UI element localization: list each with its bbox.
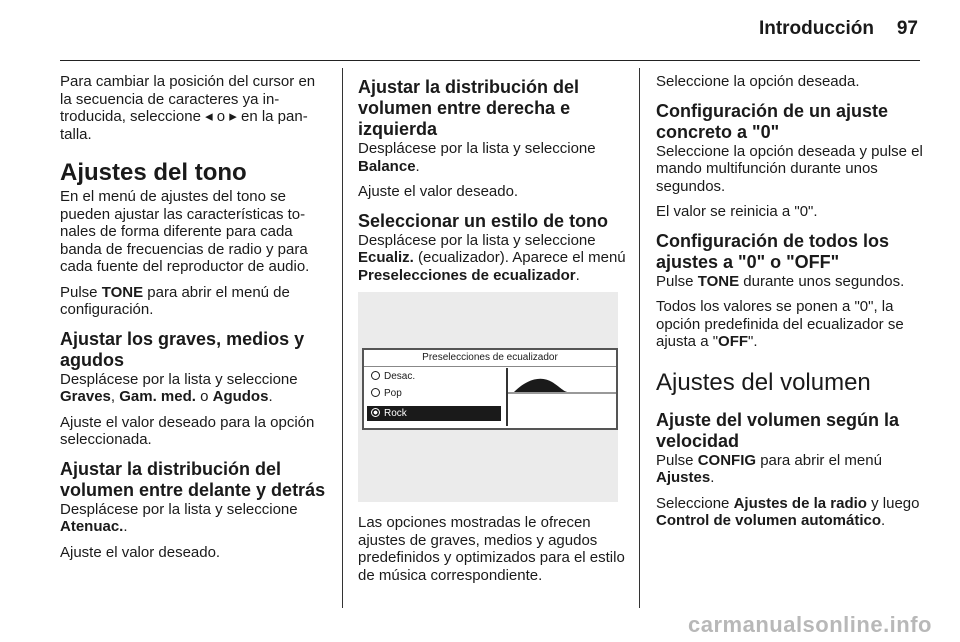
text: Desplácese por la lista y seleccione (60, 500, 298, 518)
menu-ajustes-radio: Ajustes de la radio (733, 494, 867, 512)
heading-graves: Ajustar los graves, medios y agudos (60, 328, 305, 370)
paragraph-tono: En el menú de ajustes del tono se pueden ajustar las características tonales de forma diferente para cada banda de frecuencias de radio y para cada fuente del reproductor de audio. (60, 188, 310, 275)
paragraph-concreto: Seleccione la opción deseada y pulse el mando multifunción durante unos segundos. (656, 142, 923, 195)
section-title: Introducción (758, 18, 874, 39)
heading-todos-ajustes: Configuración de todos los ajustes a "0" o "OFF" (656, 230, 889, 272)
paragraph-ajuste-op: Ajuste el valor deseado para la opción seleccionada. (60, 413, 315, 448)
paragraph-atenuac (60, 501, 328, 536)
paragraph-opciones: Las opciones mostradas le ofrecen ajustes de graves, medios y agudos predefinidos y optimizados para el estilo de música correspondiente. (358, 514, 625, 584)
key-tone: TONE (697, 272, 740, 290)
paragraph-pulse-tone (60, 284, 328, 319)
text: , (110, 388, 120, 405)
text: . (710, 469, 715, 486)
text: Desplácese por la lista y seleccione (358, 231, 596, 249)
equalizer-screen (362, 348, 618, 430)
heading-ajustes-volumen: Ajustes del volumen (656, 368, 871, 396)
option-label: Desac. (384, 371, 416, 382)
paragraph-cursor: Para cambiar la posición del cursor en la secuencia de caracteres ya introducida, seleccione ◂ o ▸ en la pantalla. (60, 73, 316, 143)
text: Todos los valores se ponen a "0", la opción predefinida del ecualizador se ajusta a " (656, 298, 904, 350)
heading-ajustes-tono: Ajustes del tono (60, 159, 247, 186)
paragraph-ajuste-deseado: Ajuste el valor deseado. (358, 183, 519, 200)
key-config: CONFIG (697, 451, 757, 469)
menu-agudos: Agudos (212, 388, 269, 405)
text: para abrir el menú de configuración. (60, 283, 290, 318)
text: Desplácese por la lista y seleccione (60, 370, 298, 388)
column-2 (358, 73, 626, 592)
text: . (415, 157, 420, 175)
equalizer-curve (506, 368, 616, 426)
heading-derecha-izquierda: Ajustar la distribución del volumen entre derecha e izquierda (358, 77, 580, 139)
text: (ecualizador). Aparece el menú (413, 249, 626, 266)
text: durante unos segundos. (739, 272, 905, 290)
text: . (575, 266, 580, 284)
option-rock[interactable] (367, 406, 501, 421)
menu-gam-med: Gam. med. (119, 388, 196, 405)
text: y luego (866, 494, 920, 512)
text: Pulse (656, 272, 698, 290)
radio-icon (371, 371, 380, 380)
menu-balance: Balance (358, 157, 416, 175)
eq-curve-icon (508, 368, 616, 426)
paragraph-reinicia: El valor se reinicia a "0". (656, 203, 818, 220)
paragraph-graves (60, 371, 328, 406)
text: . (881, 512, 886, 529)
menu-control-volumen: Control de volumen automático (656, 512, 882, 529)
text: . (123, 518, 128, 535)
menu-ecualiz: Ecualiz. (358, 249, 414, 266)
header-rule (60, 60, 920, 61)
column-divider-1 (342, 68, 343, 608)
paragraph-ecualiz (358, 232, 626, 285)
text: Pulse (60, 283, 102, 301)
radio-icon (371, 388, 380, 397)
menu-preselecciones: Preselecciones de ecualizador (358, 266, 576, 284)
heading-ajuste-concreto: Configuración de un ajuste concreto a "0" (656, 100, 889, 142)
text: . (268, 388, 273, 405)
heading-delante-detras: Ajustar la distribución del volumen entre delante y detrás (60, 458, 326, 500)
menu-atenuac: Atenuac. (60, 518, 124, 535)
option-pop[interactable] (367, 386, 501, 401)
column-1 (60, 73, 328, 569)
paragraph-seleccione-ajustes (656, 495, 924, 530)
text: ". (748, 333, 758, 350)
paragraph-seleccione: Seleccione la opción deseada. (656, 73, 860, 90)
equalizer-figure (358, 292, 618, 502)
column-divider-2 (639, 68, 640, 608)
option-label: Pop (384, 388, 402, 399)
text: Desplácese por la lista y seleccione (358, 140, 596, 157)
value-off: OFF (718, 333, 749, 350)
paragraph-config (656, 452, 924, 487)
text: Seleccione (656, 494, 734, 512)
paragraph-pulse-tone (656, 273, 924, 291)
option-label: Rock (384, 408, 407, 419)
watermark: carmanualsonline.info (688, 612, 932, 637)
heading-volumen-velocidad: Ajuste del volumen según la velocidad (656, 409, 900, 451)
menu-graves: Graves (60, 388, 111, 405)
radio-selected-icon (371, 408, 380, 417)
column-3 (656, 73, 924, 538)
text: Pulse (656, 451, 698, 469)
page-number: 97 (896, 18, 918, 39)
heading-estilo-tono: Seleccionar un estilo de tono (358, 210, 609, 231)
text: para abrir el menú (756, 451, 882, 469)
option-desac[interactable] (367, 369, 501, 384)
key-tone: TONE (101, 283, 144, 301)
text: o (195, 388, 213, 405)
paragraph-balance (358, 140, 626, 175)
paragraph-ajuste-deseado: Ajuste el valor deseado. (60, 543, 221, 561)
menu-ajustes: Ajustes (656, 469, 711, 486)
screen-title: Preselecciones de ecualizador (364, 350, 616, 367)
paragraph-todos-valores (656, 298, 924, 351)
